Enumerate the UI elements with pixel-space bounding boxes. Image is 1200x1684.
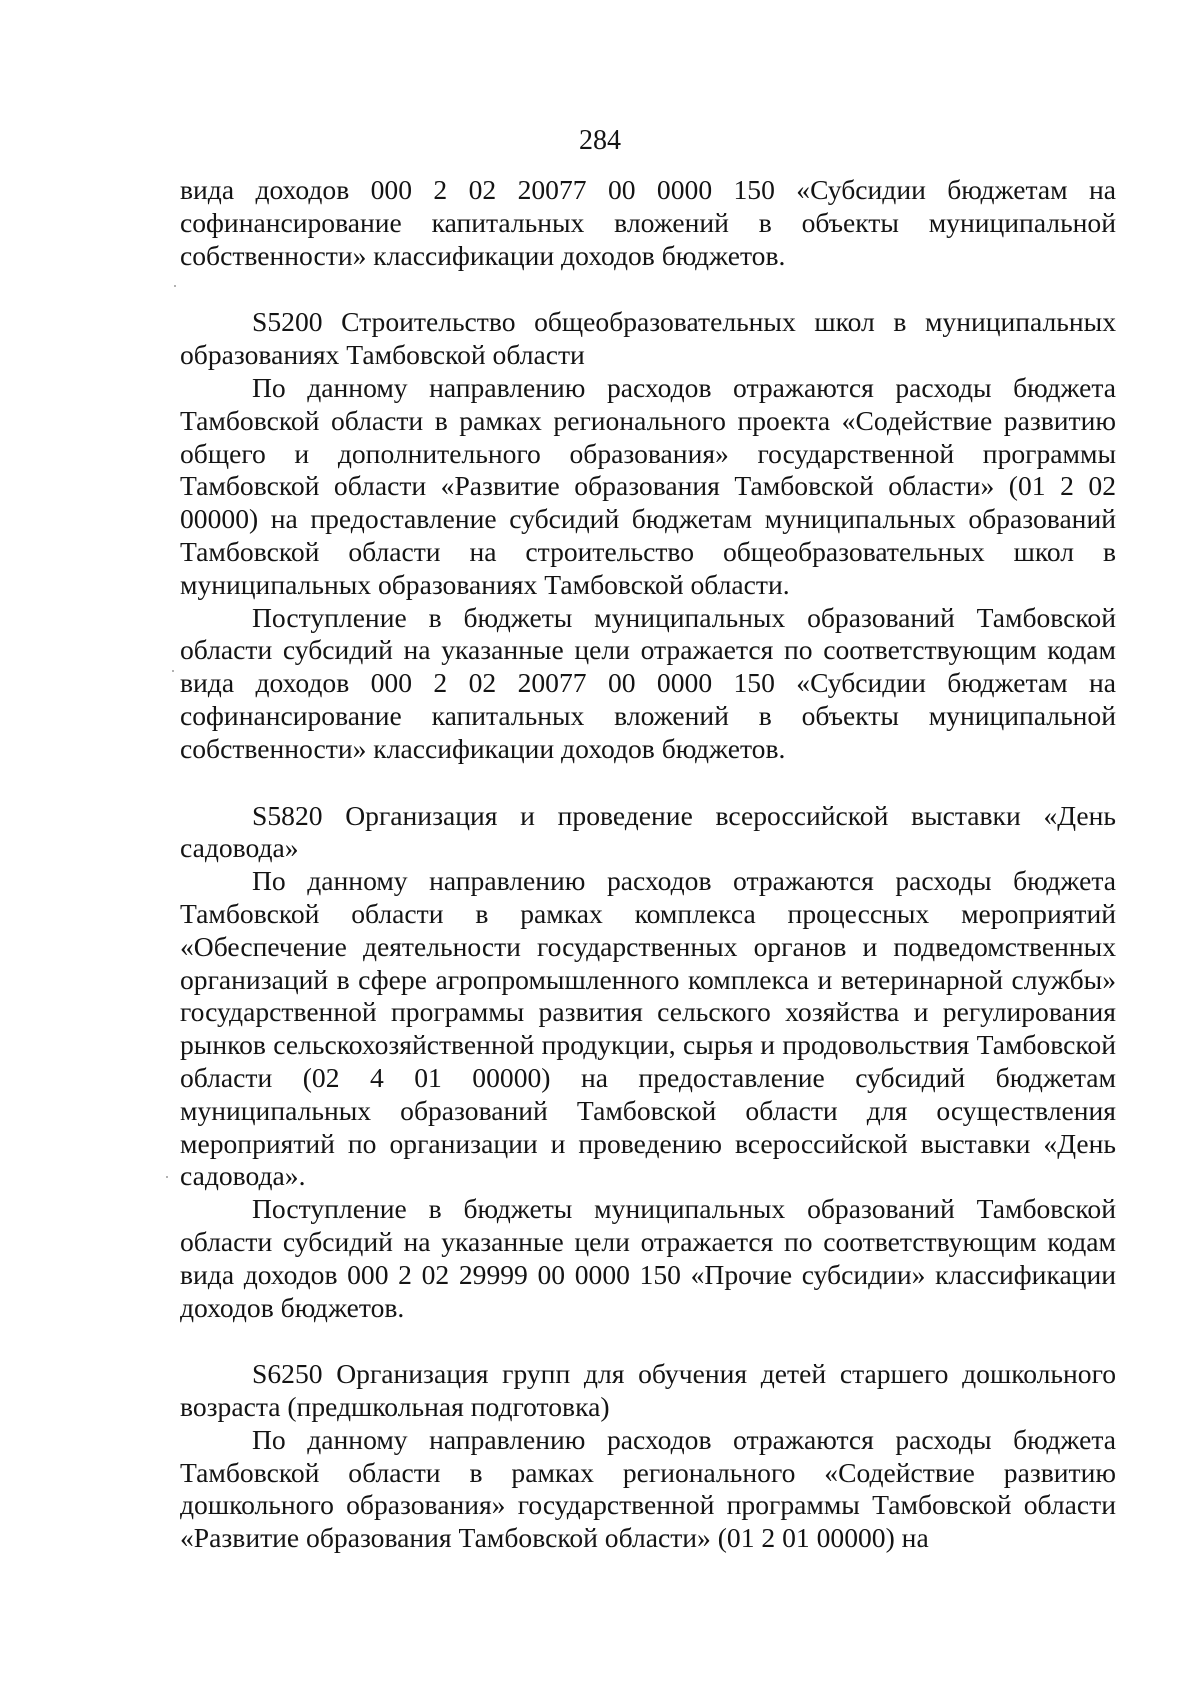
section-heading-s6250: S6250 Организация групп для обучения детей старшего дошкольного возраста (предшкольная подготовка) [180,1358,1116,1423]
page-number: 284 [579,125,621,156]
paragraph-s6250-description: По данному направлению расходов отражаются расходы бюджета Тамбовской области в рамках регионального «Содействие развитию дошкольного образования» государственной программы Тамбовской области «Развитие образования Тамбовской области» (01 2 01 00000) на [180,1423,1116,1554]
paragraph-s5200-income: Поступление в бюджеты муниципальных образований Тамбовской области субсидий на указанные цели отражается по соответствующим кодам вида доходов 000 2 02 20077 00 0000 150 «Субсидии бюджетам на софинансирование капитальных вложений в объекты муниципальной собственности» классификации доходов бюджетов. [180,601,1116,764]
paragraph-income-code-continuation: вида доходов 000 2 02 20077 00 0000 150 «Субсидии бюджетам на софинансирование капитальных вложений в объекты муниципальной собственности» классификации доходов бюджетов. [180,174,1116,271]
scan-dot [166,1176,168,1178]
section-heading-s5200: S5200 Строительство общеобразовательных школ в муниципальных образованиях Тамбовской области [180,306,1116,371]
paragraph-s5820-description: По данному направлению расходов отражаются расходы бюджета Тамбовской области в рамках комплекса процессных мероприятий «Обеспечение деятельности государственных органов и подведомственных организаций в сфере агропромышленного комплекса и ветеринарной службы» государственной программы развития сельского хозяйства и регулирования рынков сельскохозяйственной продукции, сырья и продовольствия Тамбовской области (02 4 01 00000) на предоставление субсидий бюджетам муниципальных образований Тамбовской области для осуществления мероприятий по организации и проведению всероссийской выставки «День садовода». [180,865,1116,1192]
document-body [180,174,1116,1555]
scan-dot [174,285,176,287]
section-heading-s5820: S5820 Организация и проведение всероссийской выставки «День садовода» [180,799,1116,864]
paragraph-s5820-income: Поступление в бюджеты муниципальных образований Тамбовской области субсидий на указанные цели отражается по соответствующим кодам вида доходов 000 2 02 29999 00 0000 150 «Прочие субсидии» классификации доходов бюджетов. [180,1193,1116,1323]
scan-dot [172,670,174,672]
paragraph-s5200-description: По данному направлению расходов отражаются расходы бюджета Тамбовской области в рамках регионального проекта «Содействие развитию общего и дополнительного образования» государственной программы Тамбовской области «Развитие образования Тамбовской области» (01 2 02 00000) на предоставление субсидий бюджетам муниципальных образований Тамбовской области на строительство общеобразовательных школ в муниципальных образованиях Тамбовской области. [180,371,1116,600]
